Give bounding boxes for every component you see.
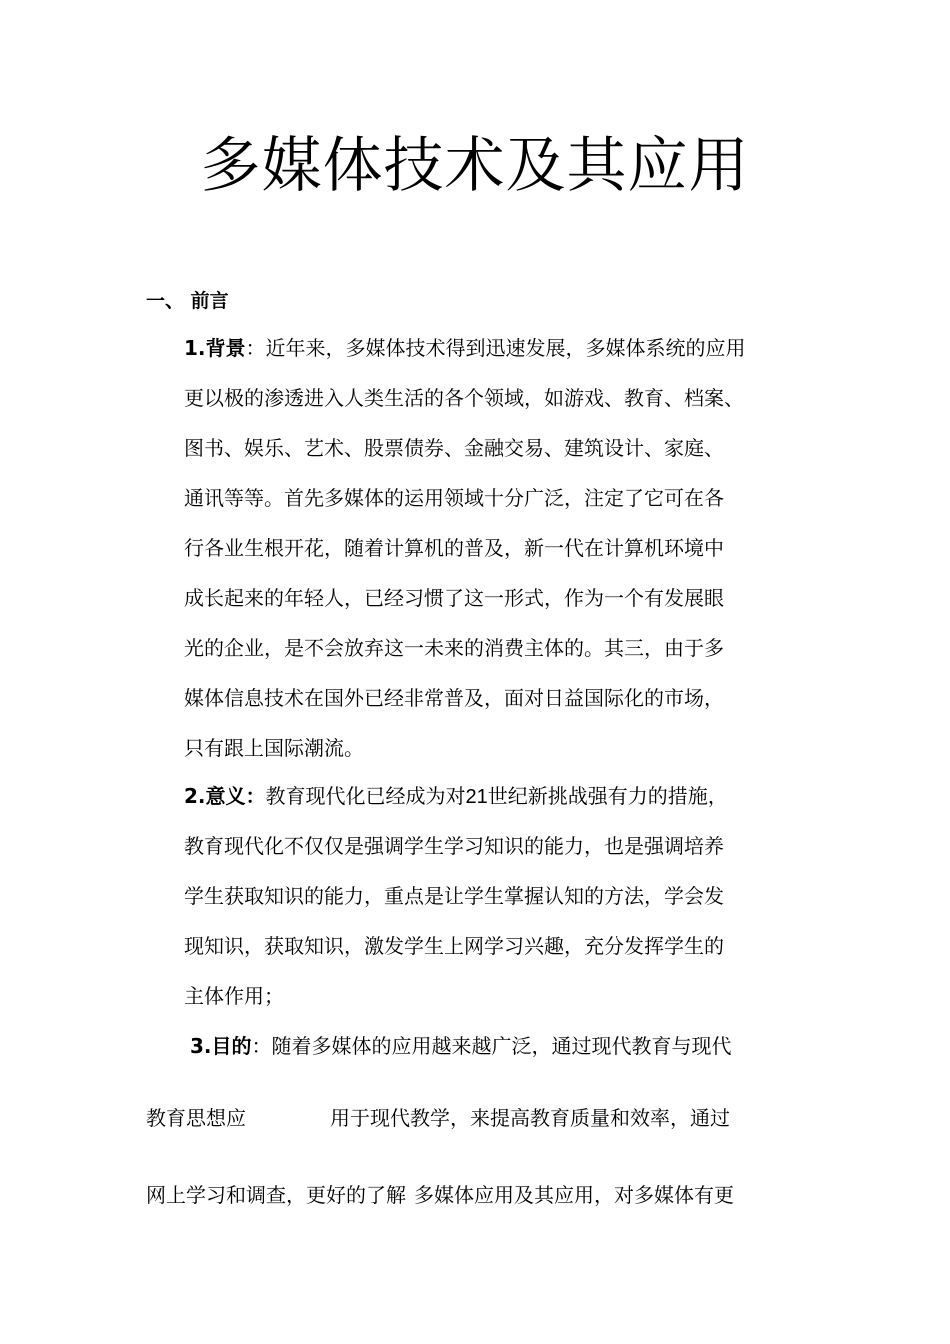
paragraph-line: 主体作用； — [184, 984, 284, 1008]
paragraph-line: 光的企业，是不会放弃这一未来的消费主体的。其三，由于多 — [184, 636, 724, 660]
paragraph-text: 随着多媒体的应用越来越广泛，通过现代教育与现代 — [271, 1034, 732, 1058]
paragraph-line: 教育现代化不仅仅是强调学生学习知识的能力，也是强调培养 — [184, 834, 724, 858]
paragraph-line: 更以极的渗透进入人类生活的各个领域，如游戏、教育、档案、 — [184, 386, 744, 410]
paragraph-lead-purpose: 3.目的 — [190, 1034, 252, 1058]
paragraph-line — [146, 1180, 734, 1210]
paragraph-text: 世纪新挑战强有力的措施， — [487, 784, 728, 808]
paragraph-line: 学生获取知识的能力，重点是让学生掌握认知的方法，学会发 — [184, 884, 724, 908]
paragraph-line: 通讯等等。首先多媒体的运用领域十分广泛，注定了它可在各 — [184, 486, 724, 510]
paragraph-text: 用于现代教学，来提高教育质量和效率，通过 — [330, 1106, 730, 1130]
lead-colon: ： — [245, 336, 266, 360]
paragraph-text: 教育思想应 — [146, 1106, 246, 1130]
paragraph-line: 现知识，获取知识，激发学生上网学习兴趣，充分发挥学生的 — [184, 934, 724, 958]
lead-colon: ： — [251, 1034, 272, 1058]
section-heading-preface: 一、 前言 — [146, 290, 229, 312]
paragraph-text: 近年来，多媒体技术得到迅速发展，多媒体系统的应用 — [265, 336, 746, 360]
paragraph-text: 教育现代化已经成为对 — [265, 784, 466, 808]
paragraph-background — [184, 323, 824, 773]
paragraph-significance — [184, 771, 824, 1021]
paragraph-line — [184, 323, 824, 373]
paragraph-lead-background: 1.背景 — [184, 336, 246, 360]
paragraph-purpose — [190, 1021, 830, 1071]
paragraph-line — [184, 771, 824, 821]
paragraph-line — [146, 1103, 730, 1133]
paragraph-line — [190, 1021, 830, 1071]
paragraph-line: 成长起来的年轻人，已经习惯了这一形式，作为一个有发展眼 — [184, 586, 724, 610]
paragraph-line: 行各业生根开花，随着计算机的普及，新一代在计算机环境中 — [184, 536, 724, 560]
paragraph-lead-significance: 2.意义： — [184, 784, 266, 808]
document-title: 多媒体技术及其应用 — [200, 131, 750, 201]
paragraph-line: 只有跟上国际潮流。 — [184, 736, 364, 760]
century-number: 21 — [465, 786, 488, 808]
paragraph-text: 多媒体应用及其应用，对多媒体有更 — [414, 1183, 734, 1207]
paragraph-line: 媒体信息技术在国外已经非常普及，面对日益国际化的市场， — [184, 686, 724, 710]
paragraph-text: 网上学习和调查，更好的了解 — [146, 1183, 406, 1207]
paragraph-line: 图书、娱乐、艺术、股票债券、金融交易、建筑设计、家庭、 — [184, 436, 724, 460]
